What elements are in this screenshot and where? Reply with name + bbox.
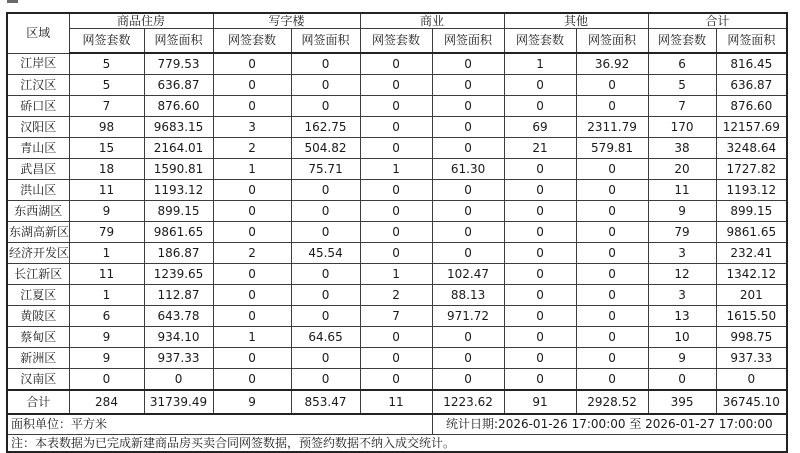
group-header-housing: 商品住房 [69, 13, 213, 29]
value-cell: 5 [69, 53, 144, 75]
value-cell: 937.33 [144, 348, 213, 369]
value-cell: 0 [576, 180, 648, 201]
value-cell: 31739.49 [144, 390, 213, 414]
district-cell: 青山区 [7, 138, 69, 159]
value-cell: 0 [360, 201, 432, 222]
value-cell: 0 [213, 201, 291, 222]
value-cell: 0 [213, 180, 291, 201]
table-row [7, 138, 787, 159]
value-cell: 3 [213, 117, 291, 138]
value-cell: 98 [69, 117, 144, 138]
value-cell: 61.30 [432, 159, 504, 180]
table-row [7, 159, 787, 180]
value-cell: 1 [213, 327, 291, 348]
cropped-text-artifact [7, 0, 18, 3]
value-cell: 0 [432, 138, 504, 159]
table-body [7, 53, 787, 414]
subheader-units: 网签套数 [504, 29, 576, 54]
value-cell: 1615.50 [716, 306, 787, 327]
value-cell: 0 [576, 243, 648, 264]
value-cell: 9 [648, 348, 716, 369]
value-cell: 0 [504, 285, 576, 306]
district-cell: 武昌区 [7, 159, 69, 180]
stat-period: 统计日期:2026-01-26 17:00:00 至 2026-01-27 17:00:00 [432, 414, 787, 435]
group-header-office: 写字楼 [213, 13, 360, 29]
value-cell: 643.78 [144, 306, 213, 327]
value-cell: 0 [504, 243, 576, 264]
table-row [7, 348, 787, 369]
table-row [7, 53, 787, 75]
value-cell: 15 [69, 138, 144, 159]
district-cell: 江汉区 [7, 75, 69, 96]
value-cell: 0 [291, 348, 360, 369]
value-cell: 0 [576, 348, 648, 369]
value-cell: 0 [432, 117, 504, 138]
group-header-other: 其他 [504, 13, 648, 29]
value-cell: 876.60 [144, 96, 213, 117]
value-cell: 1223.62 [432, 390, 504, 414]
subheader-units: 网签套数 [213, 29, 291, 54]
table-row [7, 243, 787, 264]
value-cell: 0 [716, 369, 787, 391]
value-cell: 9861.65 [716, 222, 787, 243]
value-cell: 6 [69, 306, 144, 327]
value-cell: 0 [504, 201, 576, 222]
value-cell: 0 [504, 369, 576, 391]
value-cell: 0 [432, 327, 504, 348]
district-cell: 黄陂区 [7, 306, 69, 327]
value-cell: 0 [144, 369, 213, 391]
value-cell: 0 [360, 327, 432, 348]
subheader-area: 网签面积 [144, 29, 213, 54]
value-cell: 9 [213, 390, 291, 414]
value-cell: 12157.69 [716, 117, 787, 138]
value-cell: 0 [291, 180, 360, 201]
value-cell: 816.45 [716, 53, 787, 75]
data-note: 注：本表数据为已完成新建商品房买卖合同网签数据，预签约数据不纳入成交统计。 [7, 435, 787, 453]
table-row [7, 264, 787, 285]
value-cell: 0 [432, 53, 504, 75]
value-cell: 0 [504, 159, 576, 180]
group-header-row [7, 13, 787, 29]
value-cell: 36.92 [576, 53, 648, 75]
value-cell: 0 [504, 348, 576, 369]
value-cell: 7 [648, 96, 716, 117]
value-cell: 0 [576, 327, 648, 348]
value-cell: 2 [213, 243, 291, 264]
value-cell: 0 [291, 96, 360, 117]
value-cell: 162.75 [291, 117, 360, 138]
table-row [7, 327, 787, 348]
value-cell: 0 [432, 201, 504, 222]
value-cell: 1 [360, 264, 432, 285]
table-row [7, 306, 787, 327]
value-cell: 0 [576, 201, 648, 222]
value-cell: 1 [213, 159, 291, 180]
value-cell: 36745.10 [716, 390, 787, 414]
value-cell: 0 [291, 75, 360, 96]
value-cell: 0 [213, 75, 291, 96]
value-cell: 0 [360, 138, 432, 159]
subheader-area: 网签面积 [716, 29, 787, 54]
value-cell: 112.87 [144, 285, 213, 306]
value-cell: 18 [69, 159, 144, 180]
value-cell: 0 [213, 222, 291, 243]
table-row [7, 285, 787, 306]
value-cell: 1193.12 [716, 180, 787, 201]
district-cell: 硚口区 [7, 96, 69, 117]
value-cell: 0 [291, 264, 360, 285]
value-cell: 0 [504, 327, 576, 348]
value-cell: 11 [69, 264, 144, 285]
value-cell: 899.15 [716, 201, 787, 222]
subheader-units: 网签套数 [69, 29, 144, 54]
value-cell: 0 [504, 96, 576, 117]
value-cell: 1 [69, 285, 144, 306]
value-cell: 0 [213, 264, 291, 285]
value-cell: 579.81 [576, 138, 648, 159]
value-cell: 7 [360, 306, 432, 327]
value-cell: 0 [576, 159, 648, 180]
value-cell: 79 [648, 222, 716, 243]
value-cell: 899.15 [144, 201, 213, 222]
district-cell: 江夏区 [7, 285, 69, 306]
value-cell: 0 [291, 306, 360, 327]
value-cell: 0 [213, 96, 291, 117]
value-cell: 0 [504, 180, 576, 201]
value-cell: 38 [648, 138, 716, 159]
district-cell: 经济开发区 [7, 243, 69, 264]
unit-note: 面积单位：平方米 [7, 414, 432, 435]
group-header-commercial: 商业 [360, 13, 504, 29]
value-cell: 11 [69, 180, 144, 201]
footer-row-note [7, 435, 787, 453]
value-cell: 0 [432, 348, 504, 369]
table-row [7, 222, 787, 243]
value-cell: 1 [504, 53, 576, 75]
value-cell: 9861.65 [144, 222, 213, 243]
value-cell: 0 [360, 348, 432, 369]
value-cell: 232.41 [716, 243, 787, 264]
value-cell: 0 [360, 180, 432, 201]
value-cell: 201 [716, 285, 787, 306]
value-cell: 0 [504, 222, 576, 243]
value-cell: 937.33 [716, 348, 787, 369]
district-cell: 新洲区 [7, 348, 69, 369]
value-cell: 0 [432, 96, 504, 117]
value-cell: 9 [69, 327, 144, 348]
value-cell: 3 [648, 243, 716, 264]
value-cell: 853.47 [291, 390, 360, 414]
value-cell: 0 [213, 348, 291, 369]
value-cell: 1342.12 [716, 264, 787, 285]
value-cell: 0 [576, 306, 648, 327]
value-cell: 0 [432, 75, 504, 96]
value-cell: 779.53 [144, 53, 213, 75]
district-cell: 东西湖区 [7, 201, 69, 222]
value-cell: 0 [213, 53, 291, 75]
total-row [7, 390, 787, 414]
subheader-area: 网签面积 [576, 29, 648, 54]
value-cell: 1239.65 [144, 264, 213, 285]
value-cell: 0 [504, 264, 576, 285]
value-cell: 20 [648, 159, 716, 180]
value-cell: 0 [213, 306, 291, 327]
value-cell: 998.75 [716, 327, 787, 348]
value-cell: 102.47 [432, 264, 504, 285]
value-cell: 186.87 [144, 243, 213, 264]
value-cell: 0 [213, 369, 291, 391]
group-header-total: 合计 [648, 13, 787, 29]
value-cell: 0 [291, 53, 360, 75]
value-cell: 971.72 [432, 306, 504, 327]
value-cell: 88.13 [432, 285, 504, 306]
value-cell: 0 [360, 75, 432, 96]
value-cell: 876.60 [716, 96, 787, 117]
value-cell: 79 [69, 222, 144, 243]
value-cell: 9 [69, 201, 144, 222]
district-cell: 江岸区 [7, 53, 69, 75]
subheader-units: 网签套数 [648, 29, 716, 54]
value-cell: 0 [69, 369, 144, 391]
value-cell: 1590.81 [144, 159, 213, 180]
value-cell: 5 [69, 75, 144, 96]
value-cell: 0 [291, 222, 360, 243]
district-cell: 汉南区 [7, 369, 69, 391]
table-row [7, 180, 787, 201]
value-cell: 5 [648, 75, 716, 96]
value-cell: 2164.01 [144, 138, 213, 159]
value-cell: 2928.52 [576, 390, 648, 414]
value-cell: 0 [576, 369, 648, 391]
value-cell: 9 [69, 348, 144, 369]
table-row [7, 75, 787, 96]
value-cell: 0 [576, 285, 648, 306]
value-cell: 2311.79 [576, 117, 648, 138]
district-cell: 洪山区 [7, 180, 69, 201]
district-cell: 合计 [7, 390, 69, 414]
subheader-area: 网签面积 [291, 29, 360, 54]
value-cell: 636.87 [144, 75, 213, 96]
district-cell: 蔡甸区 [7, 327, 69, 348]
value-cell: 13 [648, 306, 716, 327]
value-cell: 2 [213, 138, 291, 159]
value-cell: 0 [432, 222, 504, 243]
value-cell: 64.65 [291, 327, 360, 348]
value-cell: 21 [504, 138, 576, 159]
table-row [7, 117, 787, 138]
value-cell: 0 [648, 369, 716, 391]
value-cell: 0 [576, 222, 648, 243]
netsign-stats-table [6, 12, 788, 453]
value-cell: 0 [291, 201, 360, 222]
value-cell: 0 [504, 75, 576, 96]
sub-header-row [7, 29, 787, 54]
value-cell: 11 [648, 180, 716, 201]
value-cell: 3 [648, 285, 716, 306]
value-cell: 1 [360, 159, 432, 180]
value-cell: 69 [504, 117, 576, 138]
table-row [7, 201, 787, 222]
value-cell: 3248.64 [716, 138, 787, 159]
value-cell: 504.82 [291, 138, 360, 159]
value-cell: 934.10 [144, 327, 213, 348]
value-cell: 1 [69, 243, 144, 264]
value-cell: 11 [360, 390, 432, 414]
value-cell: 0 [360, 369, 432, 391]
value-cell: 170 [648, 117, 716, 138]
value-cell: 0 [360, 243, 432, 264]
value-cell: 1727.82 [716, 159, 787, 180]
footer-row-unit [7, 414, 787, 435]
value-cell: 6 [648, 53, 716, 75]
value-cell: 10 [648, 327, 716, 348]
table-row [7, 369, 787, 391]
value-cell: 45.54 [291, 243, 360, 264]
district-cell: 汉阳区 [7, 117, 69, 138]
value-cell: 2 [360, 285, 432, 306]
value-cell: 0 [576, 264, 648, 285]
value-cell: 636.87 [716, 75, 787, 96]
district-cell: 东湖高新区 [7, 222, 69, 243]
value-cell: 0 [360, 222, 432, 243]
value-cell: 0 [360, 53, 432, 75]
value-cell: 0 [291, 285, 360, 306]
value-cell: 0 [432, 180, 504, 201]
value-cell: 1193.12 [144, 180, 213, 201]
value-cell: 395 [648, 390, 716, 414]
value-cell: 0 [576, 75, 648, 96]
value-cell: 12 [648, 264, 716, 285]
value-cell: 9683.15 [144, 117, 213, 138]
value-cell: 0 [576, 96, 648, 117]
value-cell: 7 [69, 96, 144, 117]
corner-header-region: 区域 [7, 13, 69, 53]
value-cell: 9 [648, 201, 716, 222]
subheader-units: 网签套数 [360, 29, 432, 54]
value-cell: 0 [432, 369, 504, 391]
value-cell: 0 [432, 243, 504, 264]
district-cell: 长江新区 [7, 264, 69, 285]
value-cell: 0 [291, 369, 360, 391]
value-cell: 284 [69, 390, 144, 414]
value-cell: 0 [360, 96, 432, 117]
value-cell: 0 [504, 306, 576, 327]
value-cell: 91 [504, 390, 576, 414]
value-cell: 0 [213, 285, 291, 306]
value-cell: 75.71 [291, 159, 360, 180]
value-cell: 0 [360, 117, 432, 138]
subheader-area: 网签面积 [432, 29, 504, 54]
table-row [7, 96, 787, 117]
